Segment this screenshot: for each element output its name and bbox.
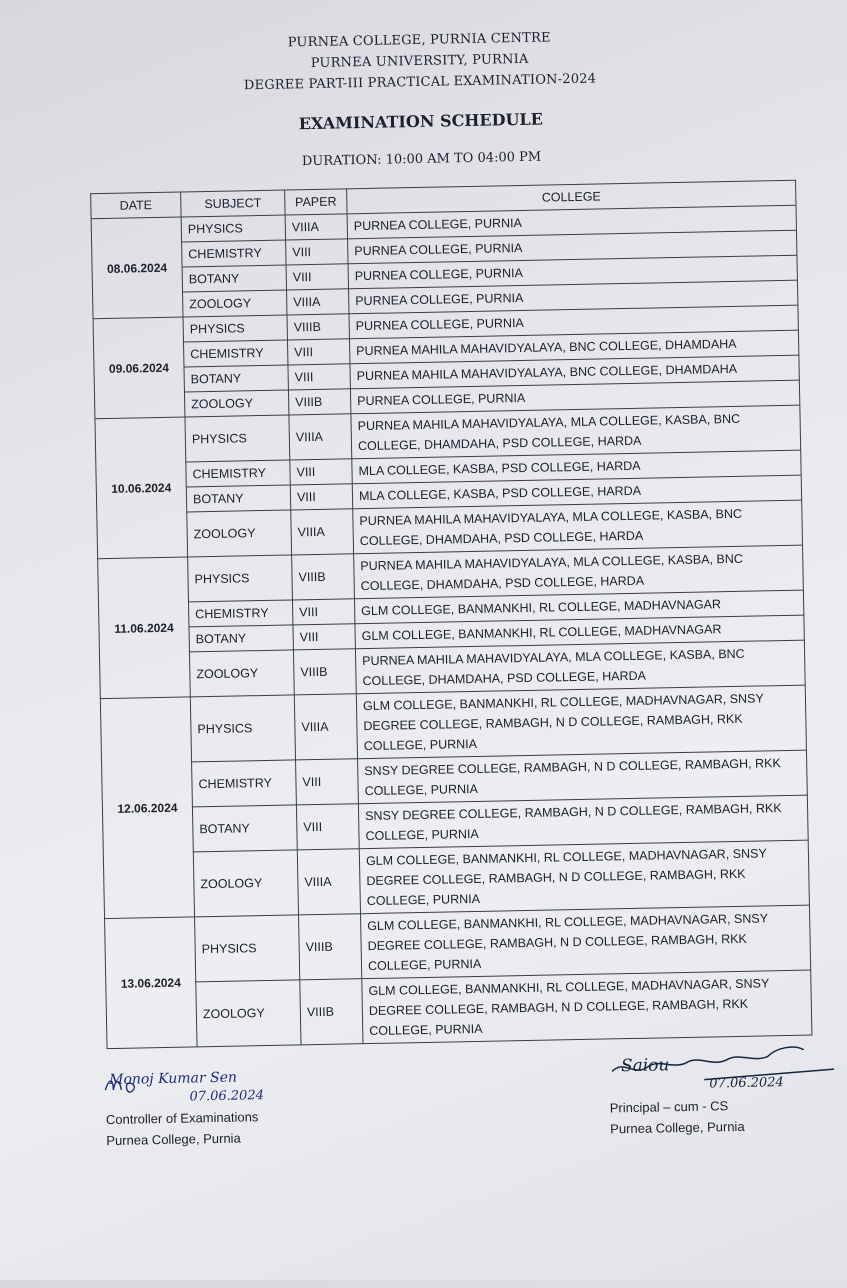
principal-org: Purnea College, Purnia: [610, 1118, 745, 1137]
paper-cell: VIII: [287, 339, 349, 365]
paper-cell: VIII: [286, 239, 348, 265]
college-cell: PURNEA COLLEGE, PURNIA: [347, 205, 796, 239]
college-cell: PURNEA COLLEGE, PURNIA: [348, 255, 797, 289]
college-cell: PURNEA MAHILA MAHAVIDYALAYA, BNC COLLEGE, DHAMDAHA: [350, 355, 799, 389]
header-subject: SUBJECT: [181, 190, 285, 217]
controller-sign-date: 07.06.2024: [189, 1088, 265, 1105]
subject-cell: CHEMISTRY: [192, 760, 297, 807]
date-cell: 08.06.2024: [91, 217, 183, 319]
paper-cell: VIIIA: [285, 214, 347, 240]
paper-cell: VIIIA: [287, 289, 349, 315]
college-cell: PURNEA COLLEGE, PURNIA: [349, 280, 798, 314]
college-cell: SNSY DEGREE COLLEGE, RAMBAGH, N D COLLEGE, RAMBAGH, RKK COLLEGE, PURNIA: [358, 750, 808, 804]
college-cell: GLM COLLEGE, BANMANKHI, RL COLLEGE, MADHAVNAGAR: [355, 615, 804, 649]
college-cell: GLM COLLEGE, BANMANKHI, RL COLLEGE, MADHAVNAGAR, SNSY DEGREE COLLEGE, RAMBAGH, N D COLLEGE, RAMBAGH, RKK COLLEGE, PURNIA: [359, 840, 809, 914]
college-cell: PURNEA MAHILA MAHAVIDYALAYA, MLA COLLEGE, KASBA, BNC COLLEGE, DHAMDAHA, PSD COLLEGE, HARDA: [351, 405, 801, 459]
paper-cell: VIII: [290, 484, 352, 510]
subject-cell: PHYSICS: [190, 695, 295, 762]
subject-cell: BOTANY: [186, 485, 290, 512]
subject-cell: ZOOLOGY: [183, 290, 287, 317]
college-cell: PURNEA COLLEGE, PURNIA: [348, 230, 797, 264]
subject-cell: ZOOLOGY: [184, 390, 288, 417]
college-cell: PURNEA MAHILA MAHAVIDYALAYA, MLA COLLEGE, KASBA, BNC COLLEGE, DHAMDAHA, PSD COLLEGE, HARDA: [355, 640, 805, 694]
subject-cell: PHYSICS: [188, 555, 293, 602]
paper-cell: VIIIB: [287, 314, 349, 340]
date-cell: 09.06.2024: [93, 317, 185, 419]
paper-cell: VIII: [293, 624, 355, 650]
subject-cell: BOTANY: [192, 805, 297, 852]
paper-cell: VIIIA: [289, 414, 352, 460]
principal-block: [610, 1095, 745, 1140]
subject-cell: CHEMISTRY: [188, 600, 292, 627]
paper-cell: VIIIA: [294, 694, 357, 760]
page-title: EXAMINATION SCHEDULE: [298, 109, 544, 134]
subject-cell: BOTANY: [182, 265, 286, 292]
subject-cell: PHYSICS: [181, 215, 285, 242]
subject-cell: CHEMISTRY: [186, 460, 290, 487]
college-cell: MLA COLLEGE, KASBA, PSD COLLEGE, HARDA: [352, 450, 801, 484]
controller-signature: Monoj Kumar Sen: [109, 1069, 238, 1089]
college-cell: GLM COLLEGE, BANMANKHI, RL COLLEGE, MADHAVNAGAR, SNSY DEGREE COLLEGE, RAMBAGH, N D COLLEGE, RAMBAGH, RKK COLLEGE, PURNIA: [362, 970, 812, 1044]
subject-cell: CHEMISTRY: [182, 240, 286, 267]
college-cell: PURNEA MAHILA MAHAVIDYALAYA, BNC COLLEGE, DHAMDAHA: [349, 330, 798, 364]
principal-title: Principal – cum - CS: [609, 1098, 729, 1116]
header-line-3: DEGREE PART-III PRACTICAL EXAMINATION-2024: [243, 71, 597, 94]
schedule-body: [91, 205, 812, 1048]
date-cell: 10.06.2024: [95, 417, 188, 559]
subject-cell: PHYSICS: [185, 415, 290, 462]
paper-cell: VIIIA: [291, 509, 354, 555]
principal-sign-date: 07.06.2024: [709, 1075, 784, 1092]
college-cell: GLM COLLEGE, BANMANKHI, RL COLLEGE, MADHAVNAGAR: [354, 590, 803, 624]
paper-cell: VIIIB: [288, 389, 350, 415]
paper-cell: VIIIB: [300, 979, 363, 1045]
paper-cell: VIIIB: [292, 554, 355, 600]
header-line-1: PURNEA COLLEGE, PURNIA CENTRE: [287, 30, 551, 51]
controller-block: [106, 1106, 259, 1151]
header-date: DATE: [91, 192, 181, 219]
paper-cell: VIIIA: [297, 849, 360, 915]
table-row: [106, 970, 812, 1049]
paper-cell: VIII: [286, 264, 348, 290]
subject-cell: PHYSICS: [183, 315, 287, 342]
date-cell: 11.06.2024: [98, 557, 191, 699]
duration-text: DURATION: 10:00 AM TO 04:00 PM: [301, 149, 542, 170]
subject-cell: ZOOLOGY: [189, 650, 294, 697]
date-cell: 12.06.2024: [100, 697, 194, 919]
college-cell: PURNEA COLLEGE, PURNIA: [350, 380, 799, 414]
paper-cell: VIII: [290, 459, 352, 485]
controller-org: Purnea College, Purnia: [106, 1130, 241, 1149]
paper-cell: VIII: [296, 759, 359, 805]
subject-cell: ZOOLOGY: [187, 510, 292, 557]
college-cell: PURNEA MAHILA MAHAVIDYALAYA, MLA COLLEGE, KASBA, BNC COLLEGE, DHAMDAHA, PSD COLLEGE, HARDA: [353, 500, 803, 554]
controller-title: Controller of Examinations: [105, 1109, 259, 1128]
college-cell: SNSY DEGREE COLLEGE, RAMBAGH, N D COLLEGE, RAMBAGH, RKK COLLEGE, PURNIA: [358, 795, 808, 849]
paper-cell: VIII: [288, 364, 350, 390]
date-cell: 13.06.2024: [105, 917, 197, 1049]
document-header: [229, 26, 610, 96]
subject-cell: CHEMISTRY: [184, 340, 288, 367]
subject-cell: BOTANY: [189, 625, 293, 652]
paper-cell: VIIIB: [299, 914, 362, 980]
paper-cell: VIII: [296, 804, 359, 850]
college-cell: GLM COLLEGE, BANMANKHI, RL COLLEGE, MADHAVNAGAR, SNSY DEGREE COLLEGE, RAMBAGH, N D COLLEGE, RAMBAGH, RKK COLLEGE, PURNIA: [361, 905, 811, 979]
subject-cell: PHYSICS: [195, 915, 300, 982]
college-cell: PURNEA MAHILA MAHAVIDYALAYA, MLA COLLEGE, KASBA, BNC COLLEGE, DHAMDAHA, PSD COLLEGE, HARDA: [354, 545, 804, 599]
subject-cell: ZOOLOGY: [193, 850, 298, 917]
subject-cell: BOTANY: [184, 365, 288, 392]
paper-cell: VIII: [292, 599, 354, 625]
schedule-table: [90, 180, 812, 1049]
college-cell: MLA COLLEGE, KASBA, PSD COLLEGE, HARDA: [352, 475, 801, 509]
header-college: COLLEGE: [347, 180, 796, 214]
header-paper: PAPER: [285, 189, 347, 215]
subject-cell: ZOOLOGY: [196, 980, 301, 1047]
paper-cell: VIIIB: [293, 649, 356, 695]
principal-signature: Saiou: [620, 1055, 670, 1077]
college-cell: GLM COLLEGE, BANMANKHI, RL COLLEGE, MADHAVNAGAR, SNSY DEGREE COLLEGE, RAMBAGH, N D COLLEGE, RAMBAGH, RKK COLLEGE, PURNIA: [356, 685, 806, 759]
college-cell: PURNEA COLLEGE, PURNIA: [349, 305, 798, 339]
header-line-2: PURNEA UNIVERSITY, PURNIA: [310, 51, 529, 71]
